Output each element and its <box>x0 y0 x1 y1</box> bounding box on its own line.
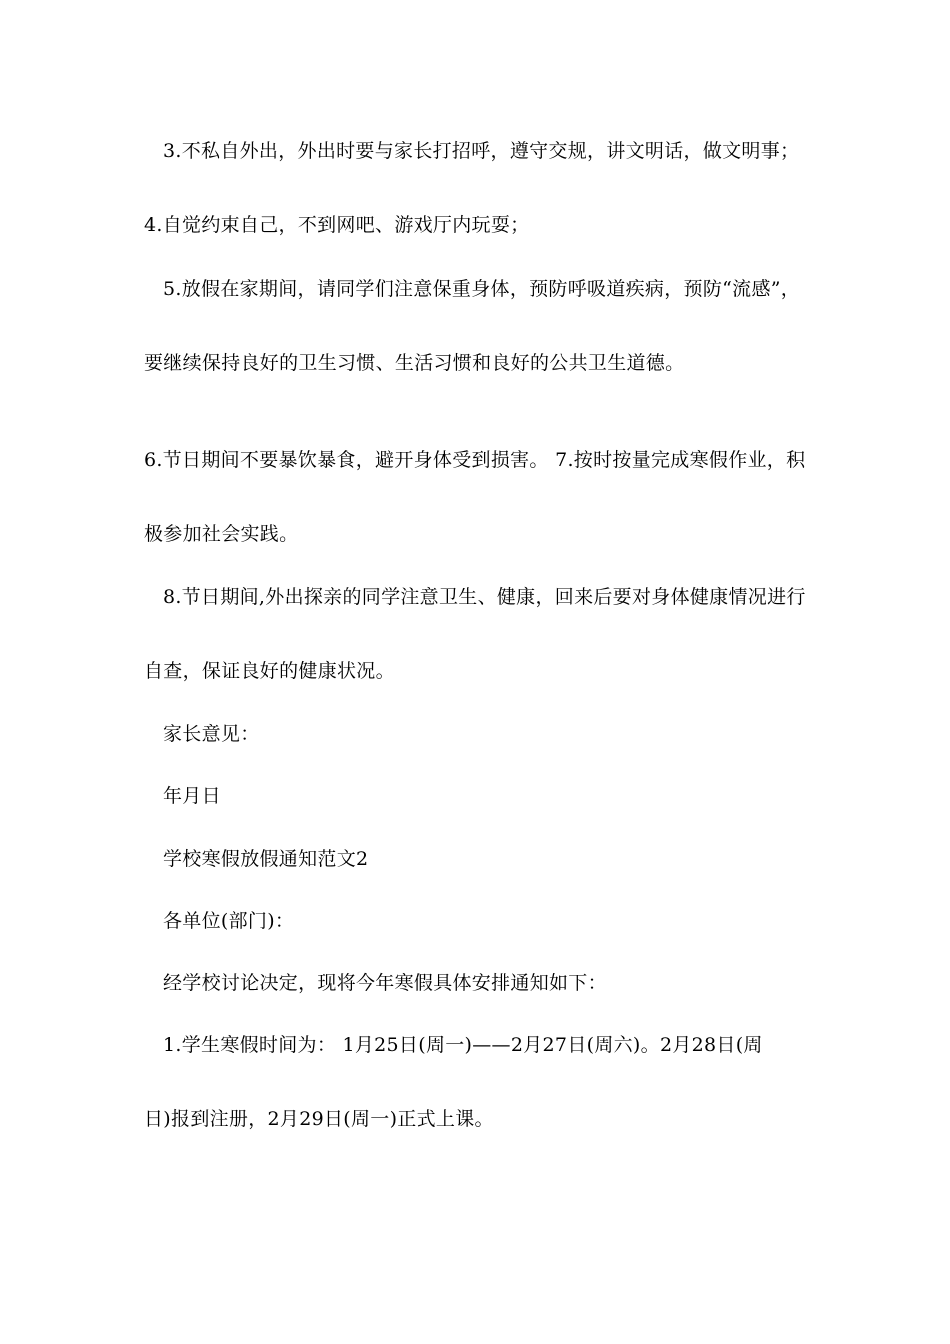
salutation: 各单位(部门)： <box>163 910 295 932</box>
text-line-item-8-cont: 自查，保证良好的健康状况。 <box>144 660 395 682</box>
text-line-item-7-cont: 极参加社会实践。 <box>144 523 299 545</box>
text-line-schedule-item-1-cont: 日)报到注册，2月29日(周一)正式上课。 <box>144 1108 494 1130</box>
text-line-item-5: 5.放假在家期间，请同学们注意保重身体，预防呼吸道疾病，预防“流感”， <box>163 278 801 300</box>
text-line-item-8: 8.节日期间,外出探亲的同学注意卫生、健康，回来后要对身体健康情况进行 <box>163 586 806 608</box>
date-placeholder: 年月日 <box>163 785 221 807</box>
text-line-item-3: 3.不私自外出，外出时要与家长打招呼，遵守交规，讲文明话，做文明事； <box>163 140 800 162</box>
parent-opinion-label: 家长意见： <box>163 723 260 745</box>
text-line-schedule-item-1: 1.学生寒假时间为： 1月25日(周一)——2月27日(周六)。2月28日(周 <box>163 1034 763 1056</box>
intro-paragraph: 经学校讨论决定，现将今年寒假具体安排通知如下： <box>163 972 607 994</box>
text-line-item-6-7: 6.节日期间不要暴饮暴食，避开身体受到损害。 7.按时按量完成寒假作业，积 <box>144 449 806 471</box>
section-title: 学校寒假放假通知范文2 <box>163 848 369 870</box>
text-line-item-5-cont: 要继续保持良好的卫生习惯、生活习惯和良好的公共卫生道德。 <box>144 352 685 374</box>
text-line-item-4: 4.自觉约束自己，不到网吧、游戏厅内玩耍； <box>144 214 530 236</box>
